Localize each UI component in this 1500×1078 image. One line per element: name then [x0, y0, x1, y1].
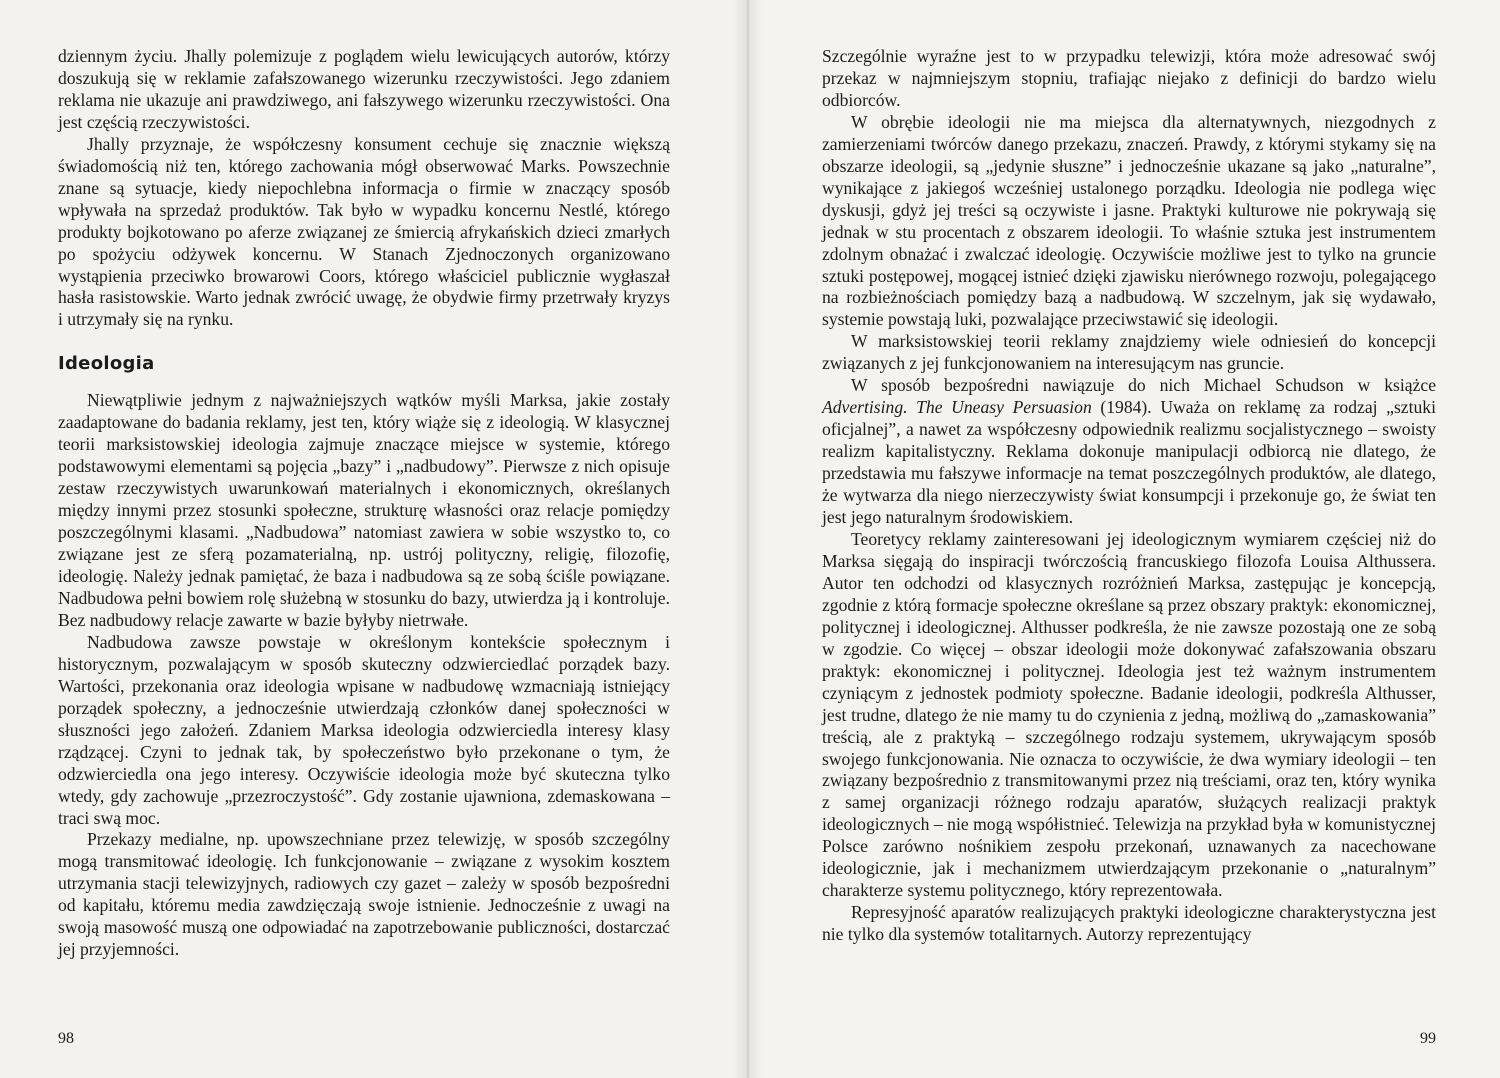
paragraph	[822, 375, 1436, 529]
paragraph-text: (1984). Uważa on reklamę za rodzaj „sztuki oficjalnej”, a nawet za współczesny odpowiednik realizmu socjalistycznego – swoisty realizm kapitalistyczny. Reklama dokonuje manipulacji odbiorcą nie dlatego, że przedstawia mu fałszywe informacje na temat poszczególnych produktów, ale dlatego, że wytwarza dla niego nierzeczywisty świat konsumpcji i przekonuje go, że świat ten jest jego naturalnym środowiskiem.	[822, 397, 1436, 528]
left-page	[0, 0, 748, 1078]
paragraph: Przekazy medialne, np. upowszechniane przez telewizję, w sposób szczególny mogą transmitować ideologię. Ich funkcjonowanie – związane z wysokim kosztem utrzymania stacji telewizyjnych, radiowych czy gazet – zależy w sposób bezpośredni od kapitału, któremu media zawdzięczają swoje istnienie. Jednocześnie z uwagi na swoją masowość muszą one odpowiadać na zapotrzebowanie publiczności, dostarczać jej przyjemności.	[58, 829, 670, 960]
paragraph: Represyjność aparatów realizujących praktyki ideologiczne charakterystyczna jest nie tylko dla systemów totalitarnych. Autorzy reprezentujący	[822, 902, 1436, 945]
page-number-right: 99	[1420, 1030, 1436, 1047]
book-title: Advertising. The Uneasy Persuasion	[822, 397, 1092, 418]
paragraph: W obrębie ideologii nie ma miejsca dla alternatywnych, niezgodnych z zamierzeniami twórców danego przekazu, znaczeń. Prawdy, z którymi stykamy się na obszarze ideologii, są „jedynie słuszne” i jednocześnie ukazane są jako „naturalne”, wynikające z jakiegoś wcześniej ustalonego porządku. Ideologia nie podlega więc dyskusji, gdyż jej treści są oczywiste i jasne. Praktyki kulturowe nie pokrywają się jednak w stu procentach z obszarem ideologii. To właśnie sztuka jest instrumentem zdolnym obnażać i zwalczać ideologię. Oczywiście możliwe jest to tylko na gruncie sztuki postępowej, mogącej istnieć dzięki zjawisku nierównego rozwoju, polegającego na rozbieżnościach pomiędzy bazą a nadbudową. W szczelnym, jak się wydawało, systemie powstają luki, pozwalające przeciwstawić się ideologii.	[822, 111, 1436, 330]
paragraph: W marksistowskiej teorii reklamy znajdziemy wiele odniesień do koncepcji związanych z jej funkcjonowaniem na interesującym nas gruncie.	[822, 331, 1436, 374]
paragraph: Niewątpliwie jednym z najważniejszych wątków myśli Marksa, jakie zostały zaadaptowane do badania reklamy, jest ten, który wiąże się z ideologią. W klasycznej teorii marksistowskiej ideologia zajmuje znaczące miejsce w systemie, którego podstawowymi elementami są pojęcia „bazy” i „nadbudowy”. Pierwsze z nich opisuje zestaw rzeczywistych uwarunkowań materialnych i ekonomicznych, określanych między innymi przez stosunki społeczne, strukturę własności oraz relacje pomiędzy poszczególnymi klasami. „Nadbudowa” natomiast zawiera w sobie wszystko to, co związane jest ze sferą pozamaterialną, np. ustrój polityczny, religię, filozofię, ideologię. Należy jednak pamiętać, że baza i nadbudowa są ze sobą ściśle powiązane. Nadbudowa pełni bowiem rolę służebną w stosunku do bazy, utwierdza ją i kontroluje. Bez nadbudowy relacje zawarte w bazie byłyby nietrwałe.	[58, 390, 670, 630]
book-gutter-shadow	[733, 0, 763, 1078]
right-page	[748, 0, 1500, 1078]
right-page-text	[822, 46, 1436, 946]
section-heading	[58, 352, 670, 376]
left-page-text	[58, 46, 670, 961]
paragraph: Jhally przyznaje, że współczesny konsument cechuje się znacznie większą świadomością niż ten, którego zachowania mógł obserwować Marks. Powszechnie znane są sytuacje, kiedy niepochlebna informacja o firmie w znaczący sposób wpływała na sprzedaż produktów. Tak było w wypadku koncernu Nestlé, którego produkty bojkotowano po aferze związanej ze śmiercią afrykańskich dzieci zmarłych po spożyciu odżywek koncernu. W Stanach Zjednoczonych organizowano wystąpienia przeciwko browarowi Coors, którego właściciel publicznie wygłaszał hasła rasistowskie. Warto jednak zwrócić uwagę, że obydwie firmy przetrwały kryzys i utrzymały się na rynku.	[58, 133, 670, 330]
paragraph: Teoretycy reklamy zainteresowani jej ideologicznym wymiarem częściej niż do Marksa sięgają do inspiracji twórczością francuskiego filozofa Louisa Althussera. Autor ten odchodzi od klasycznych rozróżnień Marksa, zastępując je koncepcją, zgodnie z którą formacje społeczne określane są przez obszary praktyk: ekonomicznej, politycznej i ideologicznej. Althusser podkreśla, że nie zawsze pozostają one ze sobą w zgodzie. Co więcej – obszar ideologii może dokonywać zafałszowania obszaru praktyk: ekonomicznej i politycznej. Ideologia jest też ważnym instrumentem czyniącym z jednostek podmioty społeczne. Badanie ideologii, podkreśla Althusser, jest trudne, dlatego że nie mamy tu do czynienia z jedną, możliwą do „zamaskowania” treścią, ale z praktyką – szczególnego rodzaju systemem, ukrywającym sposób swojego funkcjonowania. Nie oznacza to oczywiście, że dwa wymiary ideologii – ten związany bezpośrednio z transmitowanymi przez nią treściami, oraz ten, który wynika z samej organizacji różnego rodzaju aparatów, służących realizacji praktyk ideologicznych – nie mogą współistnieć. Telewizja na przykład była w komunistycznej Polsce zarówno nośnikiem zespołu przekonań, uznawanych za nacechowane ideologicznie, jak i mechanizmem utwierdzającym przekonanie o „naturalnym” charakterze systemu politycznego, który reprezentowała.	[822, 528, 1436, 901]
paragraph: Nadbudowa zawsze powstaje w określonym kontekście społecznym i historycznym, pozwalającym w sposób skuteczny odzwierciedlać porządek bazy. Wartości, przekonania oraz ideologia wpisane w nadbudowę wzmacniają istniejący porządek społeczny, a jednocześnie utwierdzają członków danej społeczności w słuszności jego założeń. Zdaniem Marksa ideologia odzwierciedla interesy klasy rządzącej. Czyni to jednak tak, by społeczeństwo było przekonane o tym, że odzwierciedla ona jego interesy. Oczywiście ideologia może być skuteczna tylko wtedy, gdy zachowuje „przezroczystość”. Gdy zostanie ujawniona, zdemaskowana – traci swą moc.	[58, 631, 670, 828]
page-number-left: 98	[58, 1030, 74, 1047]
paragraph: dziennym życiu. Jhally polemizuje z poglądem wielu lewicujących autorów, którzy doszukują się w reklamie zafałszowanego wizerunku rzeczywistości. Jego zdaniem reklama nie ukazuje ani prawdziwego, ani fałszywego wizerunku rzeczywistości. Ona jest częścią rzeczywistości.	[58, 46, 670, 132]
paragraph-text: W sposób bezpośredni nawiązuje do nich Michael Schudson w książce	[851, 375, 1436, 396]
section-heading-text: Ideologia	[58, 353, 155, 375]
paragraph: Szczególnie wyraźne jest to w przypadku telewizji, która może adresować swój przekaz w najmniejszym stopniu, trafiając niejako z definicji do bardzo wielu odbiorców.	[822, 46, 1436, 110]
